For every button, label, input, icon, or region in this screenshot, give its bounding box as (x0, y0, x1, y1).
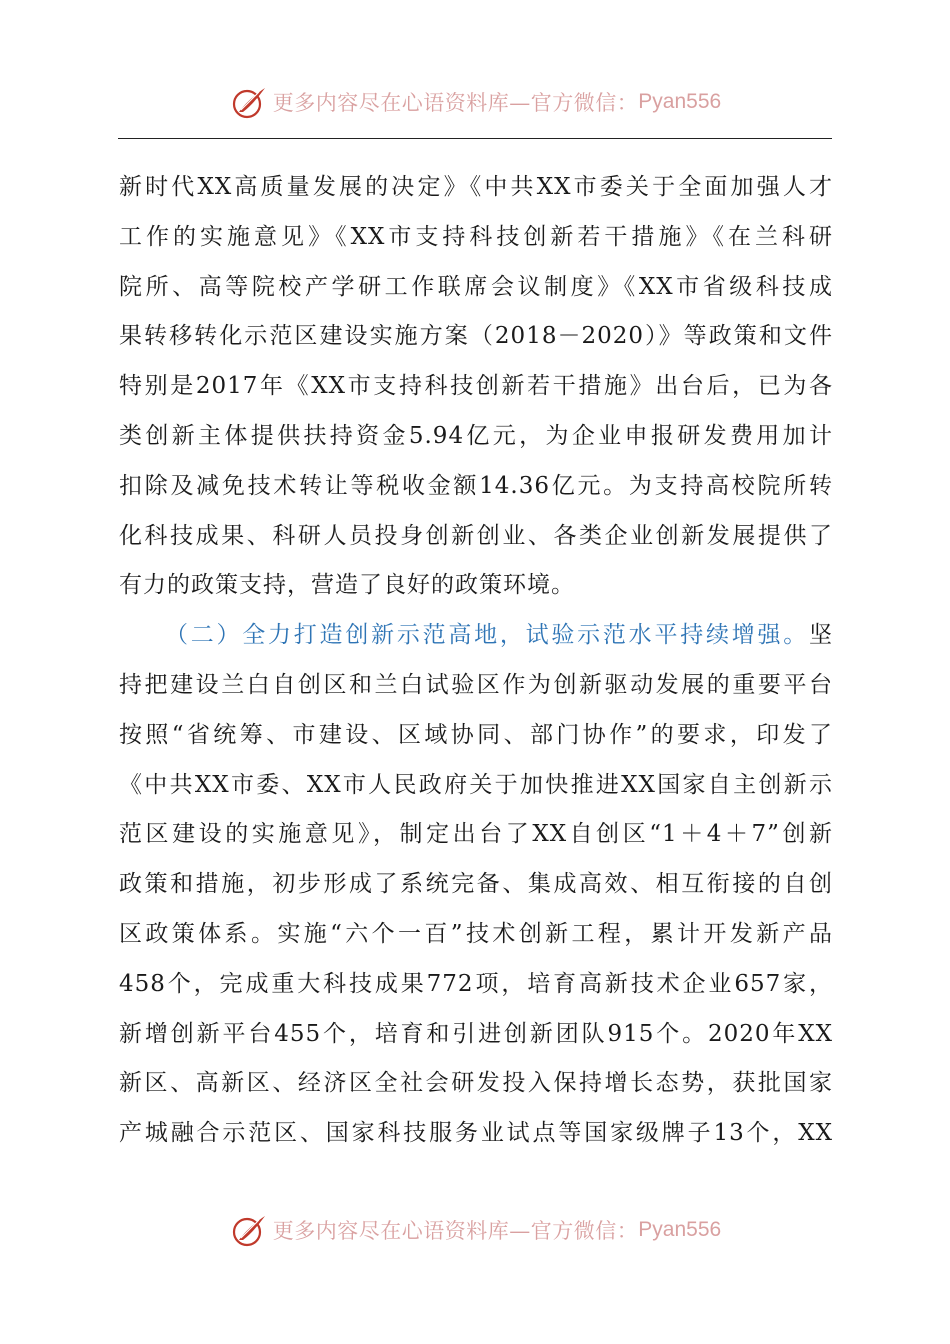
text-line: 新增创新平台455个，培育和引进创新团队915个。2020年XX (119, 1020, 833, 1047)
watermark-text: 更多内容尽在心语资料库—官方微信： (272, 91, 639, 115)
text-line: 458个，完成重大科技成果772项，培育高新技术企业657家， (119, 970, 833, 997)
footer-watermark (0, 1208, 950, 1252)
wechat-id: Pyan556 (638, 1218, 722, 1241)
text-line: 工作的实施意见》《XX市支持科技创新若干措施》《在兰科研 (119, 223, 833, 250)
text-line: 新区、高新区、经济区全社会研发投入保持增长态势，获批国家 (119, 1070, 833, 1097)
section-heading: （二）全力打造创新示范高地，试验示范水平持续增强。 (165, 622, 809, 649)
text-line: 化科技成果、科研人员投身创新创业、各类企业创新发展提供了 (119, 522, 833, 549)
paragraph-1 (119, 163, 833, 611)
quill-circle-icon (229, 82, 269, 122)
text-line: 持把建设兰白自创区和兰白试验区作为创新驱动发展的重要平台 (119, 671, 833, 698)
quill-circle-icon (229, 1210, 269, 1250)
text-line: 政策和措施，初步形成了系统完备、集成高效、相互衔接的自创 (119, 871, 833, 898)
text-line: 有力的政策支持，营造了良好的政策环境。 (119, 572, 575, 599)
text-line: 范区建设的实施意见》，制定出台了XX自创区“1＋4＋7”创新 (119, 821, 833, 848)
text-line: 特别是2017年《XX市支持科技创新若干措施》出台后，已为各 (119, 373, 833, 400)
wechat-id: Pyan556 (638, 90, 722, 113)
watermark-text: 更多内容尽在心语资料库—官方微信： (272, 1219, 639, 1243)
text-line: 《中共XX市委、XX市人民政府关于加快推进XX国家自主创新示 (119, 771, 833, 798)
text-line: 区政策体系。实施“六个一百”技术创新工程，累计开发新产品 (119, 920, 833, 947)
paragraph-2 (119, 611, 833, 1159)
header-divider (118, 138, 832, 139)
section-heading-line (119, 611, 833, 661)
text-line: 果转移转化示范区建设实施方案（2018－2020）》等政策和文件 (119, 323, 833, 350)
text-line: 扣除及减免技术转让等税收金额14.36亿元。为支持高校院所转 (119, 472, 833, 499)
text-line: 新时代XX高质量发展的决定》《中共XX市委关于全面加强人才 (119, 174, 833, 200)
text-line: 产城融合示范区、国家科技服务业试点等国家级牌子13个，XX (119, 1120, 833, 1147)
text-line: 按照“省统筹、市建设、区域协同、部门协作”的要求，印发了 (119, 721, 833, 748)
header-watermark (0, 80, 950, 124)
text-line: 类创新主体提供扶持资金5.94亿元，为企业申报研发费用加计 (119, 422, 833, 449)
text-line: 院所、高等院校产学研工作联席会议制度》《XX市省级科技成 (119, 273, 833, 300)
document-body (119, 163, 833, 1159)
heading-line-rest: 坚 (809, 622, 833, 649)
